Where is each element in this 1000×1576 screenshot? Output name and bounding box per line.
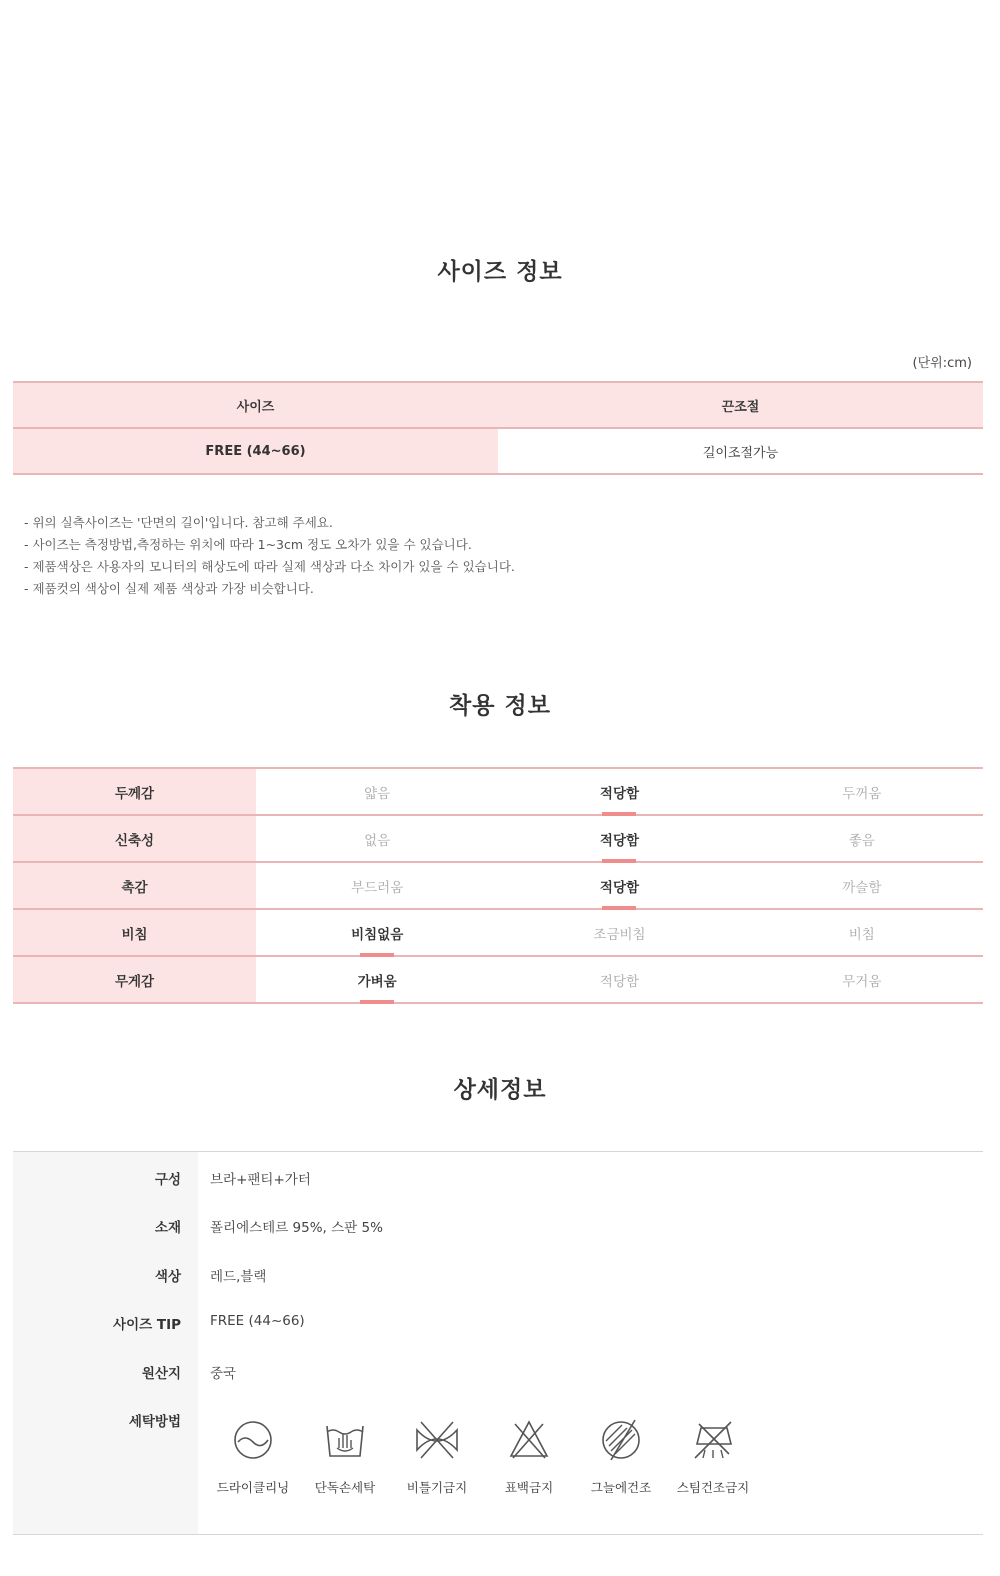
fit-option-selected: 가벼움 <box>256 957 498 1002</box>
fit-option: 비침 <box>848 926 875 943</box>
fit-option: 적당함 <box>599 973 640 990</box>
size-header-strap: 끈조절 <box>498 383 983 427</box>
fit-row-elasticity <box>13 814 983 861</box>
detail-label-origin: 원산지 <box>141 1366 181 1382</box>
fit-row-texture <box>13 861 983 908</box>
fit-option: 무거움 <box>842 973 882 990</box>
care-item-no-steam-dry <box>673 1418 753 1496</box>
fit-option: 까슬함 <box>842 879 882 896</box>
size-table <box>13 381 983 475</box>
fit-option: 조금비침 <box>593 926 646 943</box>
care-label: 스팀건조금지 <box>676 1480 750 1495</box>
fit-row-weight <box>13 955 983 1004</box>
no-bleach-icon <box>507 1418 551 1462</box>
size-note: - 제품색상은 사용자의 모니터의 해상도에 따라 실제 색상과 다소 차이가 있을 수 있습니다. <box>24 559 515 574</box>
fit-label: 무게감 <box>13 957 256 1002</box>
detail-value-material: 폴리에스테르 95%, 스판 5% <box>210 1220 383 1236</box>
no-wring-icon <box>413 1418 461 1462</box>
size-value-strap: 길이조절가능 <box>498 429 983 473</box>
fit-row-thickness <box>13 767 983 814</box>
care-label: 드라이클리닝 <box>216 1480 290 1495</box>
detail-value-origin: 중국 <box>210 1366 237 1382</box>
detail-label-material: 소재 <box>154 1220 181 1236</box>
care-item-shade-dry <box>581 1418 661 1496</box>
fit-option: 없음 <box>364 832 391 849</box>
fit-info-title: 착용 정보 <box>449 693 551 719</box>
detail-value-composition: 브라+팬티+가터 <box>210 1172 311 1188</box>
size-unit: (단위:cm) <box>912 356 972 371</box>
fit-row-sheerness <box>13 908 983 955</box>
fit-option: 두꺼움 <box>842 785 882 802</box>
care-label: 그늘에건조 <box>590 1480 652 1495</box>
size-header-size: 사이즈 <box>13 383 498 427</box>
size-value-free: FREE (44~66) <box>13 429 498 473</box>
size-table-header <box>13 381 983 427</box>
size-notes <box>24 512 515 600</box>
hand-wash-icon <box>323 1418 367 1462</box>
size-note: - 사이즈는 측정방법,측정하는 위치에 따라 1~3cm 정도 오차가 있을 수 있습니다. <box>24 537 472 552</box>
fit-option: 얇음 <box>364 785 391 802</box>
fit-option-selected: 적당함 <box>498 863 740 908</box>
fit-option: 부드러움 <box>351 879 404 896</box>
fit-option-selected: 적당함 <box>498 816 740 861</box>
care-item-no-bleach <box>489 1418 569 1496</box>
care-label: 단독손세탁 <box>314 1480 376 1495</box>
care-item-no-wring <box>397 1418 477 1496</box>
detail-label-care: 세탁방법 <box>128 1414 181 1430</box>
size-note: - 위의 실측사이즈는 '단면의 길이'입니다. 참고해 주세요. <box>24 515 333 530</box>
fit-label: 비침 <box>13 910 256 955</box>
care-label: 비틀기금지 <box>406 1480 468 1495</box>
detail-label-size-tip: 사이즈 TIP <box>113 1317 181 1333</box>
detail-value-size-tip: FREE (44~66) <box>210 1313 305 1329</box>
detail-value-color: 레드,블랙 <box>210 1269 267 1285</box>
fit-label: 촉감 <box>13 863 256 908</box>
care-item-hand-wash <box>305 1418 385 1496</box>
detail-label-column <box>13 1152 198 1534</box>
fit-label: 신축성 <box>13 816 256 861</box>
size-note: - 제품컷의 색상이 실제 제품 색상과 가장 비슷합니다. <box>24 581 314 596</box>
fit-label: 두께감 <box>13 769 256 814</box>
fit-option-selected: 비침없음 <box>256 910 498 955</box>
detail-label-composition: 구성 <box>154 1172 181 1188</box>
size-table-row <box>13 427 983 475</box>
size-info-title: 사이즈 정보 <box>437 259 563 285</box>
detail-info-title: 상세정보 <box>453 1077 547 1103</box>
care-label: 표백금지 <box>504 1480 554 1495</box>
detail-label-color: 색상 <box>154 1269 181 1285</box>
shade-dry-icon <box>599 1418 643 1462</box>
dry-cleaning-icon <box>231 1418 275 1462</box>
fit-option-selected: 적당함 <box>498 769 740 814</box>
fit-option: 좋음 <box>848 832 875 849</box>
no-steam-dry-icon <box>691 1418 735 1462</box>
fit-table <box>13 767 983 1004</box>
care-item-dry-cleaning <box>213 1418 293 1496</box>
